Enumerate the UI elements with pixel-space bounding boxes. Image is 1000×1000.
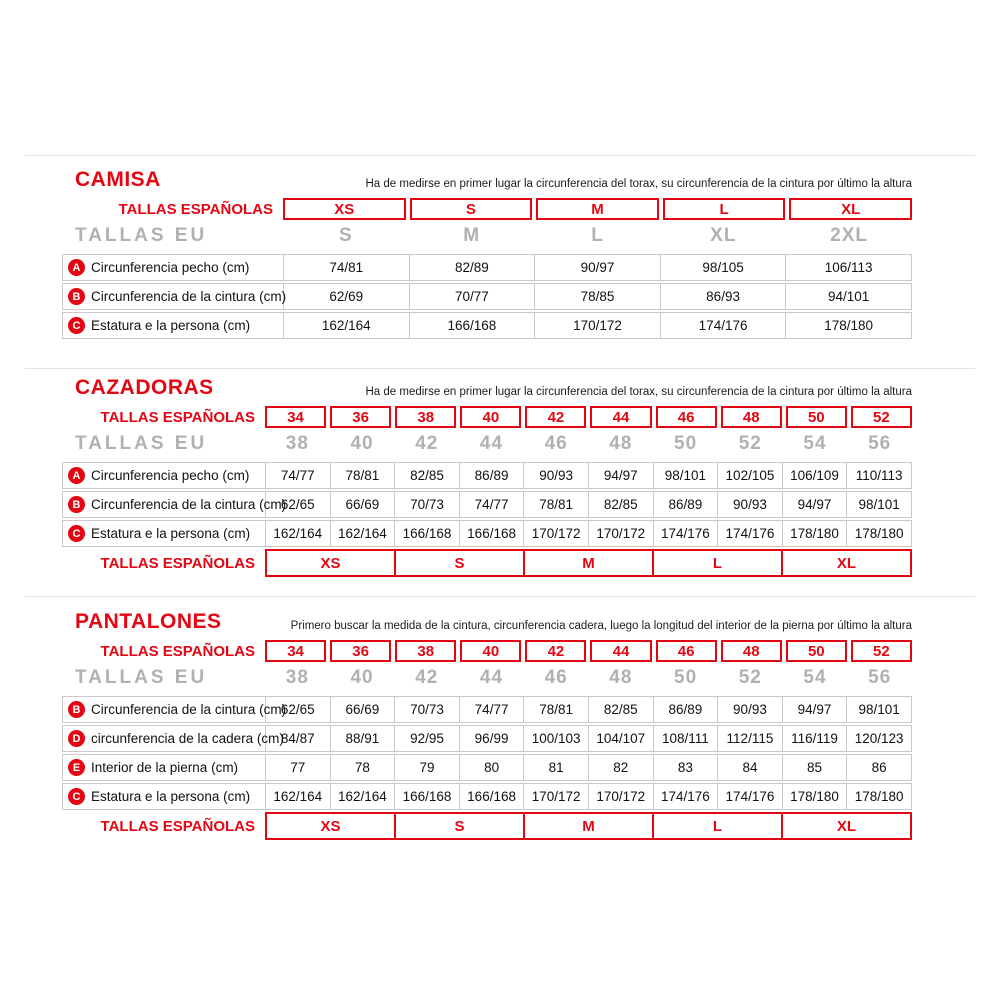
- size-value-cell: 162/164: [321, 318, 371, 333]
- spanish-sizes-label: TALLAS ESPAÑOLAS: [118, 200, 273, 218]
- row-label-cell: [63, 697, 287, 722]
- row-values: [266, 697, 911, 722]
- section-header: [62, 168, 912, 192]
- row-values: [266, 463, 911, 488]
- size-value-cell: 162/164: [330, 521, 395, 546]
- size-value-cell: 162/164: [330, 784, 395, 809]
- pantalones-section: [62, 610, 912, 840]
- size-value-cell: 86/93: [660, 284, 786, 309]
- table-row: [62, 520, 912, 547]
- row-label-cell: [63, 755, 266, 780]
- letter-badge: C: [68, 317, 85, 334]
- section-divider: [25, 155, 975, 156]
- size-value-cell: 74/81: [329, 260, 364, 275]
- spanish-size-groups-row: [62, 812, 912, 840]
- eu-size-cell: 50: [674, 667, 698, 688]
- size-value-cell: 78/81: [330, 463, 395, 488]
- size-value-cell: 70/73: [394, 492, 459, 517]
- table-row: [62, 783, 912, 810]
- eu-sizes-cells: [265, 430, 912, 458]
- size-value-cell: 82/85: [588, 492, 653, 517]
- eu-sizes-row: [62, 664, 912, 692]
- size-value-cell: 84: [717, 755, 782, 780]
- section-title: CAZADORAS: [75, 376, 214, 399]
- size-value-cell: 100/103: [523, 726, 588, 751]
- letter-badge: A: [68, 467, 85, 484]
- size-value-cell: 106/109: [782, 463, 847, 488]
- size-value-cell: 70/73: [394, 697, 459, 722]
- eu-size-cell: 56: [868, 667, 892, 688]
- spanish-sizes-label: TALLAS ESPAÑOLAS: [100, 408, 255, 426]
- spanish-sizes-row: [62, 640, 912, 662]
- size-value-cell: 174/176: [717, 521, 782, 546]
- size-value-cell: 86/89: [653, 697, 718, 722]
- spanish-size-cell: 52: [851, 640, 912, 662]
- size-value-cell: 96/99: [459, 726, 524, 751]
- size-value-cell: 86: [846, 755, 911, 780]
- size-value-cell: 166/168: [459, 784, 524, 809]
- spanish-size-cell: 44: [590, 406, 651, 428]
- camisa-section: [62, 168, 912, 339]
- eu-size-cell: L: [591, 225, 604, 246]
- size-value-cell: 66/69: [330, 697, 395, 722]
- size-value-cell: 90/97: [534, 255, 660, 280]
- section-title: PANTALONES: [75, 610, 222, 633]
- eu-size-cell: 46: [544, 433, 568, 454]
- measurement-rows: [62, 462, 912, 547]
- size-value-cell: 166/168: [394, 521, 459, 546]
- eu-size-cell: 48: [609, 667, 633, 688]
- size-value-cell: 86/89: [653, 492, 718, 517]
- size-value-cell: 79: [394, 755, 459, 780]
- spanish-size-group-cells: [265, 812, 912, 840]
- spanish-size-group-cell: S: [394, 812, 525, 840]
- spanish-sizes-label: TALLAS ESPAÑOLAS: [100, 554, 255, 572]
- spanish-size-group-cell: M: [523, 549, 654, 577]
- size-value-cell: 170/172: [523, 784, 588, 809]
- spanish-sizes-cells: [265, 406, 912, 428]
- size-value-cell: 90/93: [717, 697, 782, 722]
- spanish-sizes-row: [62, 406, 912, 428]
- eu-size-cell: XL: [710, 225, 737, 246]
- size-value-cell: 90/93: [523, 463, 588, 488]
- size-value-cell: 62/65: [280, 497, 315, 512]
- spanish-size-cell: 52: [851, 406, 912, 428]
- row-label-cell: [63, 521, 266, 546]
- eu-size-cell: M: [463, 225, 481, 246]
- letter-badge: B: [68, 496, 85, 513]
- size-value-cell: 174/176: [653, 521, 718, 546]
- eu-size-cell: 52: [738, 667, 762, 688]
- section-divider: [25, 368, 975, 369]
- measuring-instructions: Ha de medirse en primer lugar la circunferencia del torax, su circunferencia de la cintura por último la altura: [365, 178, 912, 190]
- size-value-cell: 178/180: [782, 521, 847, 546]
- eu-size-cell: 48: [609, 433, 633, 454]
- eu-sizes-cells: [265, 664, 912, 692]
- row-values: [266, 755, 911, 780]
- row-label-cell: [63, 313, 284, 338]
- spanish-size-group-cell: XL: [781, 812, 912, 840]
- size-value-cell: 98/101: [846, 492, 911, 517]
- spanish-size-cell: S: [410, 198, 533, 220]
- table-row: [62, 312, 912, 339]
- spanish-size-cell: 40: [460, 640, 521, 662]
- size-value-cell: 170/172: [588, 521, 653, 546]
- eu-size-cell: 50: [674, 433, 698, 454]
- spanish-size-cell: 38: [395, 406, 456, 428]
- size-value-cell: 162/164: [273, 526, 323, 541]
- size-value-cell: 62/69: [329, 289, 364, 304]
- row-label: Estatura e la persona (cm): [91, 318, 251, 333]
- spanish-size-groups-row: [62, 549, 912, 577]
- table-row: [62, 283, 912, 310]
- row-values: [284, 313, 911, 338]
- table-row: [62, 754, 912, 781]
- size-value-cell: 102/105: [717, 463, 782, 488]
- size-value-cell: 98/105: [660, 255, 786, 280]
- spanish-sizes-cells: [265, 640, 912, 662]
- letter-badge: E: [68, 759, 85, 776]
- eu-size-cell: 44: [479, 433, 504, 454]
- size-value-cell: 98/101: [653, 463, 718, 488]
- spanish-size-group-cell: XS: [265, 812, 396, 840]
- size-value-cell: 84/87: [280, 731, 315, 746]
- spanish-size-group-cell: XL: [781, 549, 912, 577]
- row-label: Circunferencia de la cintura (cm): [91, 289, 287, 304]
- section-header: [62, 376, 912, 400]
- spanish-size-cell: 50: [786, 640, 847, 662]
- spanish-size-cell: L: [663, 198, 786, 220]
- size-value-cell: 94/97: [782, 697, 847, 722]
- eu-size-cell: 46: [544, 667, 568, 688]
- spanish-size-group-cell: L: [652, 549, 783, 577]
- spanish-size-cell: XS: [283, 198, 406, 220]
- spanish-size-group-cell: S: [394, 549, 525, 577]
- table-row: [62, 696, 912, 723]
- spanish-size-cell: 34: [265, 640, 326, 662]
- eu-sizes-label: TALLAS EU: [75, 667, 208, 688]
- spanish-size-cell: 42: [525, 640, 586, 662]
- size-value-cell: 170/172: [534, 313, 660, 338]
- measuring-instructions: Primero buscar la medida de la cintura, circunferencia cadera, luego la longitud del interior de la pierna por último la altura: [290, 620, 912, 632]
- letter-badge: B: [68, 701, 85, 718]
- size-value-cell: 174/176: [653, 784, 718, 809]
- letter-badge: D: [68, 730, 85, 747]
- size-value-cell: 85: [782, 755, 847, 780]
- size-value-cell: 178/180: [846, 784, 911, 809]
- eu-size-cell: 40: [350, 433, 374, 454]
- row-values: [266, 726, 911, 751]
- table-row: [62, 254, 912, 281]
- size-value-cell: 66/69: [330, 492, 395, 517]
- row-label-cell: [63, 726, 284, 751]
- size-value-cell: 162/164: [273, 789, 323, 804]
- size-value-cell: 90/93: [717, 492, 782, 517]
- size-value-cell: 94/97: [782, 492, 847, 517]
- size-value-cell: 74/77: [280, 468, 315, 483]
- size-value-cell: 178/180: [785, 313, 911, 338]
- eu-sizes-row: [62, 430, 912, 458]
- size-value-cell: 78/81: [523, 697, 588, 722]
- size-value-cell: 166/168: [409, 313, 535, 338]
- spanish-size-cell: 38: [395, 640, 456, 662]
- eu-sizes-row: [62, 222, 912, 250]
- size-value-cell: 78/81: [523, 492, 588, 517]
- size-value-cell: 74/77: [459, 697, 524, 722]
- eu-size-cell: 42: [415, 433, 439, 454]
- row-label-cell: [63, 463, 266, 488]
- spanish-sizes-row: [62, 198, 912, 220]
- spanish-size-group-cell: L: [652, 812, 783, 840]
- size-value-cell: 108/111: [653, 726, 718, 751]
- size-value-cell: 112/115: [717, 726, 782, 751]
- row-label: Estatura e la persona (cm): [91, 526, 251, 541]
- measuring-instructions: Ha de medirse en primer lugar la circunferencia del torax, su circunferencia de la cintura por último la altura: [365, 386, 912, 398]
- section-divider: [25, 596, 975, 597]
- spanish-size-cell: 34: [265, 406, 326, 428]
- size-value-cell: 82/89: [409, 255, 535, 280]
- size-value-cell: 92/95: [394, 726, 459, 751]
- size-value-cell: 170/172: [588, 784, 653, 809]
- section-title: CAMISA: [75, 168, 161, 191]
- spanish-size-cell: 40: [460, 406, 521, 428]
- row-label: Circunferencia pecho (cm): [91, 260, 250, 275]
- size-value-cell: 70/77: [409, 284, 535, 309]
- size-value-cell: 174/176: [717, 784, 782, 809]
- eu-size-cell: 44: [479, 667, 504, 688]
- size-value-cell: 178/180: [782, 784, 847, 809]
- size-value-cell: 77: [290, 760, 306, 775]
- size-value-cell: 106/113: [785, 255, 911, 280]
- size-value-cell: 104/107: [588, 726, 653, 751]
- size-value-cell: 82/85: [588, 697, 653, 722]
- row-values: [284, 284, 911, 309]
- spanish-size-cell: 48: [721, 406, 782, 428]
- spanish-sizes-cells: [283, 198, 912, 220]
- spanish-size-cell: 46: [656, 640, 717, 662]
- eu-size-cell: 2XL: [830, 225, 869, 246]
- row-label: Estatura e la persona (cm): [91, 789, 251, 804]
- letter-badge: C: [68, 525, 85, 542]
- spanish-size-cell: XL: [789, 198, 912, 220]
- table-row: [62, 462, 912, 489]
- cazadoras-section: [62, 376, 912, 577]
- row-label: Interior de la pierna (cm): [91, 760, 239, 775]
- row-label-cell: [63, 784, 266, 809]
- eu-size-cell: 42: [415, 667, 439, 688]
- spanish-size-cell: 50: [786, 406, 847, 428]
- size-value-cell: 174/176: [660, 313, 786, 338]
- spanish-size-cell: 46: [656, 406, 717, 428]
- spanish-sizes-label: TALLAS ESPAÑOLAS: [100, 642, 255, 660]
- eu-size-cell: 54: [803, 667, 827, 688]
- size-value-cell: 116/119: [782, 726, 847, 751]
- size-value-cell: 166/168: [394, 784, 459, 809]
- table-row: [62, 725, 912, 752]
- spanish-size-cell: 36: [330, 640, 391, 662]
- row-label: Circunferencia de la cintura (cm): [91, 497, 287, 512]
- row-values: [266, 521, 911, 546]
- eu-sizes-cells: [283, 222, 912, 250]
- eu-size-cell: 38: [285, 433, 309, 454]
- size-value-cell: 120/123: [846, 726, 911, 751]
- size-value-cell: 94/101: [785, 284, 911, 309]
- row-label-cell: [63, 284, 287, 309]
- size-value-cell: 86/89: [459, 463, 524, 488]
- size-value-cell: 82/85: [394, 463, 459, 488]
- spanish-size-cell: 44: [590, 640, 651, 662]
- row-values: [266, 492, 911, 517]
- size-value-cell: 170/172: [523, 521, 588, 546]
- spanish-size-cell: 36: [330, 406, 391, 428]
- size-value-cell: 88/91: [330, 726, 395, 751]
- size-value-cell: 166/168: [459, 521, 524, 546]
- spanish-size-cell: 48: [721, 640, 782, 662]
- eu-size-cell: 54: [803, 433, 827, 454]
- letter-badge: C: [68, 788, 85, 805]
- measurement-rows: [62, 254, 912, 339]
- spanish-size-cell: 42: [525, 406, 586, 428]
- measurement-rows: [62, 696, 912, 810]
- spanish-size-group-cell: XS: [265, 549, 396, 577]
- row-values: [266, 784, 911, 809]
- section-header: [62, 610, 912, 634]
- size-value-cell: 81: [523, 755, 588, 780]
- size-value-cell: 78/85: [534, 284, 660, 309]
- eu-size-cell: 38: [285, 667, 309, 688]
- eu-sizes-label: TALLAS EU: [75, 225, 208, 246]
- row-label: Circunferencia de la cintura (cm): [91, 702, 287, 717]
- size-value-cell: 98/101: [846, 697, 911, 722]
- letter-badge: A: [68, 259, 85, 276]
- eu-sizes-label: TALLAS EU: [75, 433, 208, 454]
- row-label: Circunferencia pecho (cm): [91, 468, 250, 483]
- spanish-size-group-cell: M: [523, 812, 654, 840]
- row-label: circunferencia de la cadera (cm): [91, 731, 284, 746]
- size-value-cell: 82: [588, 755, 653, 780]
- eu-size-cell: 52: [738, 433, 762, 454]
- spanish-sizes-label: TALLAS ESPAÑOLAS: [100, 817, 255, 835]
- letter-badge: B: [68, 288, 85, 305]
- eu-size-cell: 56: [868, 433, 892, 454]
- row-label-cell: [63, 492, 287, 517]
- size-value-cell: 94/97: [588, 463, 653, 488]
- spanish-size-group-cells: [265, 549, 912, 577]
- row-values: [284, 255, 911, 280]
- size-value-cell: 80: [459, 755, 524, 780]
- table-row: [62, 491, 912, 518]
- size-value-cell: 83: [653, 755, 718, 780]
- size-value-cell: 62/65: [280, 702, 315, 717]
- size-value-cell: 78: [330, 755, 395, 780]
- row-label-cell: [63, 255, 284, 280]
- size-value-cell: 74/77: [459, 492, 524, 517]
- eu-size-cell: 40: [350, 667, 374, 688]
- spanish-size-cell: M: [536, 198, 659, 220]
- eu-size-cell: S: [339, 225, 353, 246]
- size-value-cell: 178/180: [846, 521, 911, 546]
- size-value-cell: 110/113: [846, 463, 911, 488]
